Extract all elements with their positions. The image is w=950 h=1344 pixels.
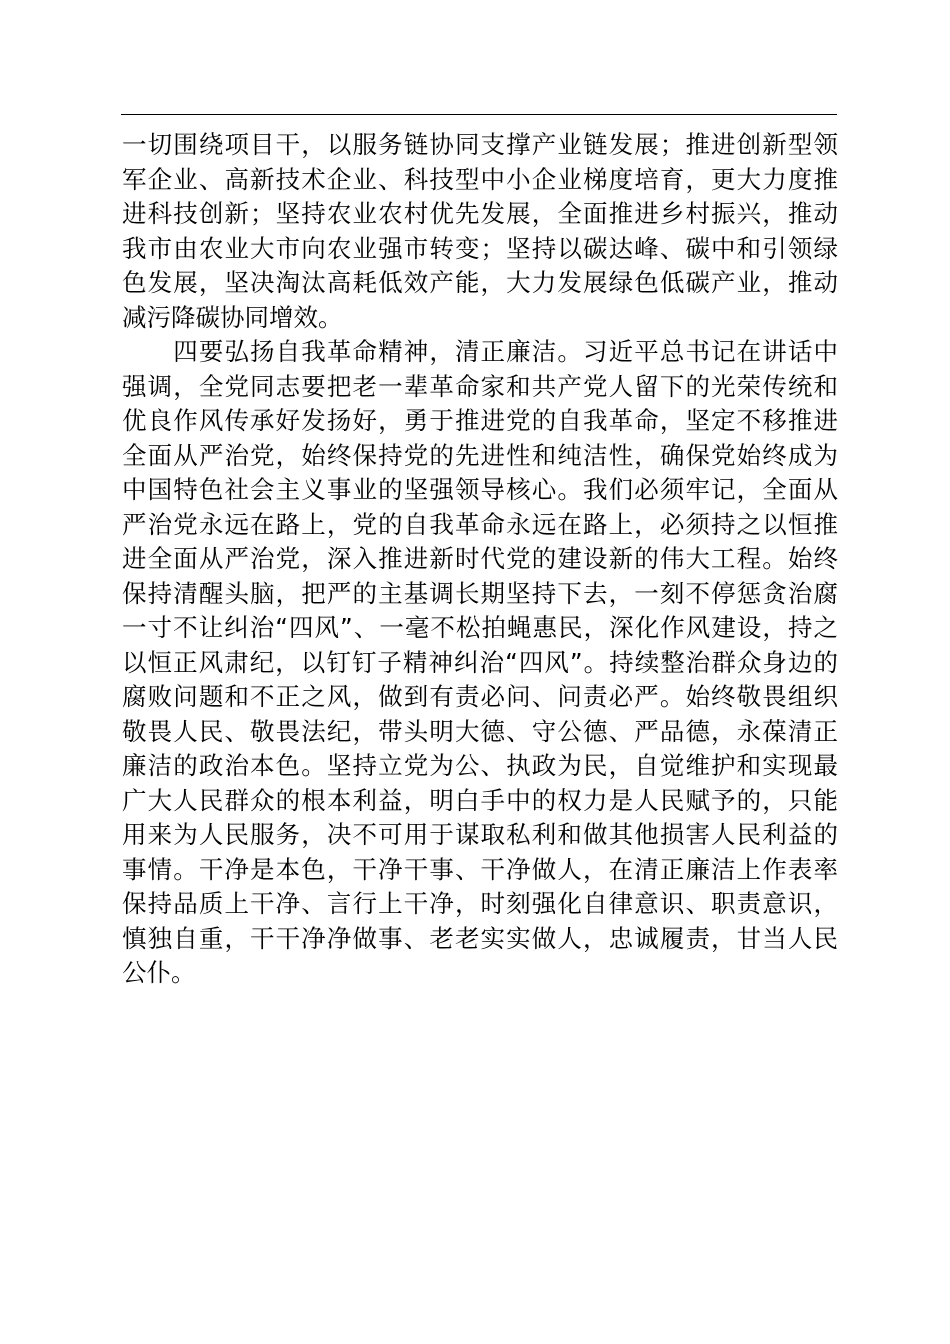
text-line: 全面从严治党，始终保持党的先进性和纯洁性，确保党始终成为: [122, 440, 838, 470]
text-line: 保持清醒头脑，把严的主基调长期坚持下去，一刻不停惩贪治腐: [122, 578, 838, 608]
text-line: 军企业、高新技术企业、科技型中小企业梯度培育，更大力度推: [122, 164, 838, 194]
text-line: 我市由农业大市向农业强市转变；坚持以碳达峰、碳中和引领绿: [122, 233, 838, 263]
text-line: 保持品质上干净、言行上干净，时刻强化自律意识、职责意识，: [122, 889, 838, 918]
text-line: 进科技创新；坚持农业农村优先发展，全面推进乡村振兴，推动: [122, 199, 838, 228]
text-line: 进全面从严治党，深入推进新时代党的建设新的伟大工程。始终: [122, 544, 838, 573]
text-line: 强调，全党同志要把老一辈革命家和共产党人留下的光荣传统和: [122, 371, 838, 401]
text-line: 四要弘扬自我革命精神，清正廉洁。习近平总书记在讲话中: [122, 337, 838, 366]
text-line: 一寸不让纠治“四风”、一毫不松拍蝇惠民，深化作风建设，持之: [122, 613, 838, 642]
text-line: 用来为人民服务，决不可用于谋取私利和做其他损害人民利益的: [122, 820, 838, 849]
text-line: 优良作风传承好发扬好，勇于推进党的自我革命，坚定不移推进: [122, 406, 838, 435]
body-text: [122, 128, 838, 991]
text-line: 以恒正风肃纪，以钉钉子精神纠治“四风”。持续整治群众身边的: [122, 647, 838, 677]
text-line: 广大人民群众的根本利益，明白手中的权力是人民赋予的，只能: [122, 785, 838, 815]
text-line: 事情。干净是本色，干净干事、干净做人，在清正廉洁上作表率: [122, 854, 838, 884]
text-line: 色发展，坚决淘汰高耗低效产能，大力发展绿色低碳产业，推动: [122, 268, 838, 297]
text-line: 廉洁的政治本色。坚持立党为公、执政为民，自觉维护和实现最: [122, 751, 838, 780]
text-line: 一切围绕项目干，以服务链协同支撑产业链发展；推进创新型领: [122, 130, 838, 159]
text-line: 公仆。: [122, 958, 196, 987]
text-line: 腐败问题和不正之风，做到有责必问、问责必严。始终敬畏组织: [122, 682, 838, 711]
header-rule: [121, 114, 837, 115]
text-line: 减污降碳协同增效。: [122, 302, 343, 332]
text-line: 严治党永远在路上，党的自我革命永远在路上，必须持之以恒推: [122, 509, 838, 539]
text-line: 敬畏人民、敬畏法纪，带头明大德、守公德、严品德，永葆清正: [122, 716, 838, 746]
text-line: 慎独自重，干干净净做事、老老实实做人，忠诚履责，甘当人民: [122, 923, 838, 953]
text-line: 中国特色社会主义事业的坚强领导核心。我们必须牢记，全面从: [122, 475, 838, 504]
